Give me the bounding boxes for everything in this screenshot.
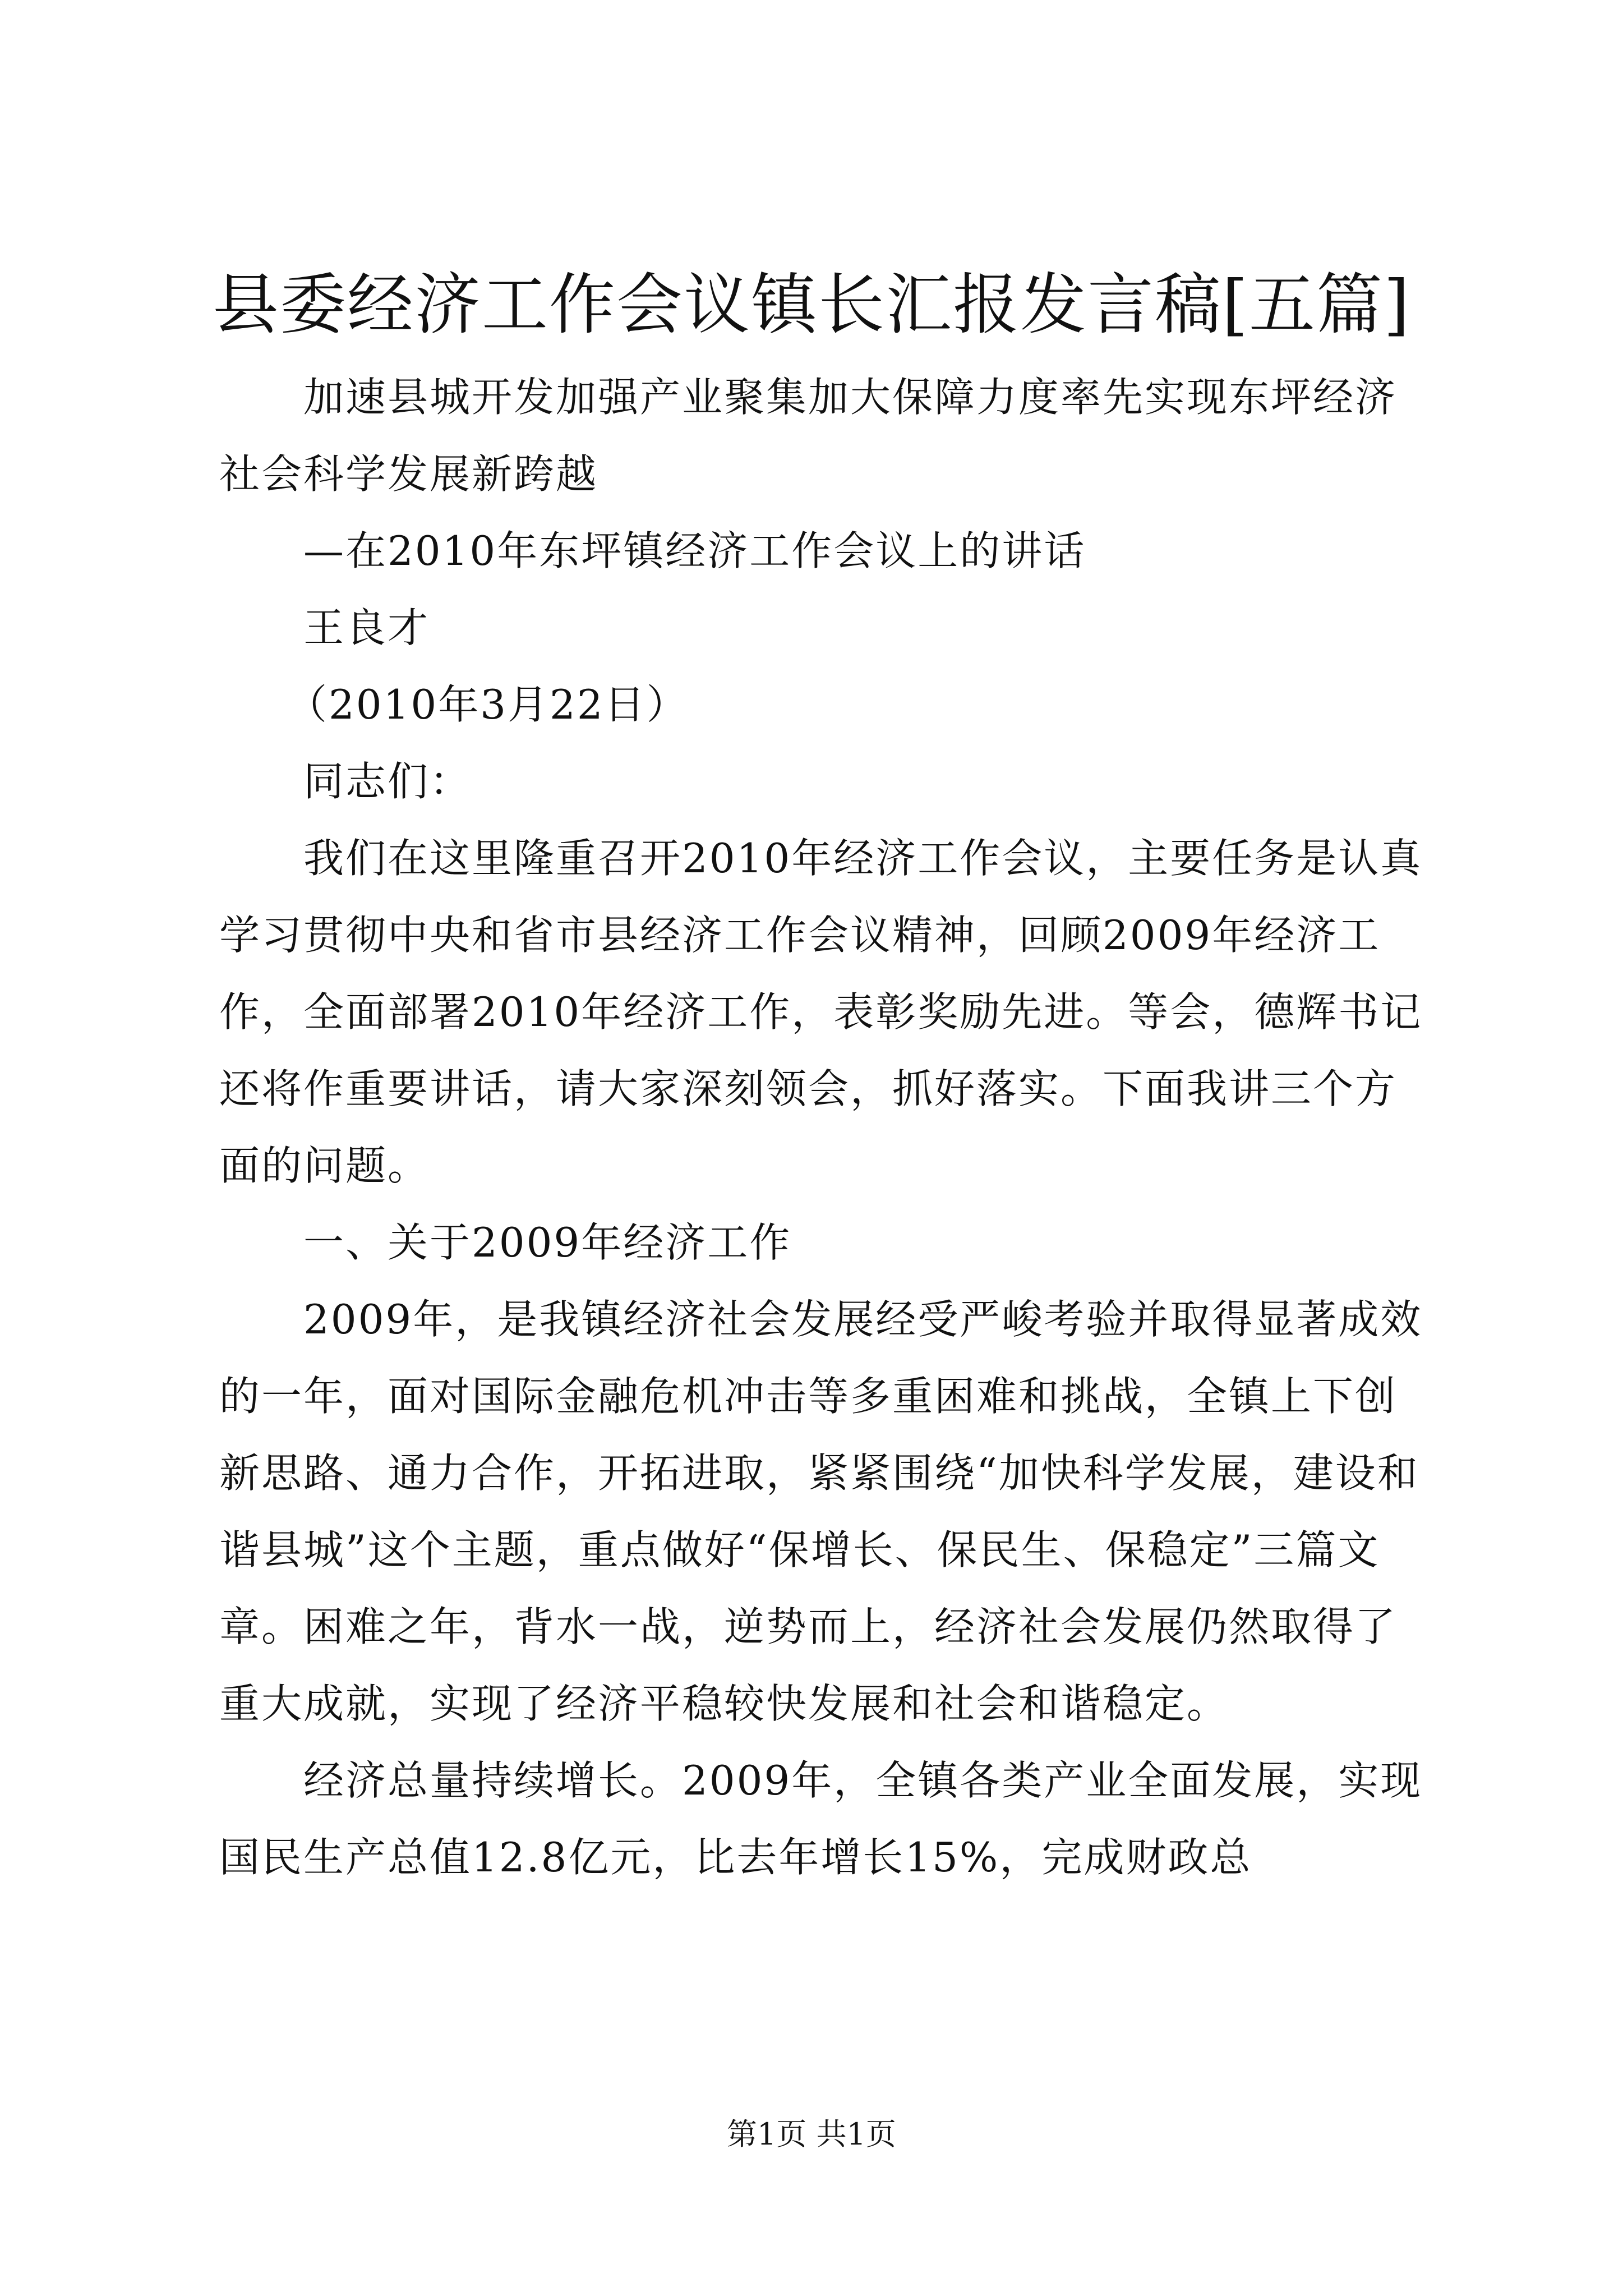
document-title: 县委经济工作会议镇长汇报发言稿[五篇] — [212, 266, 1411, 343]
salutation: 同志们： — [303, 758, 472, 805]
intro-paragraph: 我们在这里隆重召开2010年经济工作会议，主要任务是认真学习贯彻中央和省市县经济工作会议精神，回顾2009年经济工作，全面部署2010年经济工作，表彰奖励先进。等会，德辉书记还将作重要讲话，请大家深刻领会，抓好落实。下面我讲三个方面的问题。 — [219, 835, 1423, 1189]
section-heading: 一、关于2009年经济工作 — [303, 1219, 792, 1266]
page-footer: 第1页 共1页 — [727, 2116, 896, 2152]
review-paragraph: 2009年，是我镇经济社会发展经受严峻考验并取得显著成效的一年，面对国际金融危机冲击等多重困难和挑战，全镇上下创新思路、通力合作，开拓进取，紧紧围绕“加快科学发展，建设和谐县城”这个主题，重点做好“保增长、保民生、保稳定”三篇文章。困难之年，背水一战，逆势而上，经济社会发展仍然取得了重大成就，实现了经济平稳较快发展和社会和谐稳定。 — [219, 1296, 1423, 1727]
subtitle-paragraph: 加速县城开发加强产业聚集加大保障力度率先实现东坪经济社会科学发展新跨越 — [219, 374, 1398, 498]
economy-paragraph: 经济总量持续增长。2009年，全镇各类产业全面发展，实现国民生产总值12.8亿元，比去年增长15%，完成财政总 — [219, 1757, 1423, 1881]
document-body — [219, 359, 1424, 1896]
speech-date: （2010年3月22日） — [287, 681, 689, 728]
speech-occasion: —在2010年东坪镇经济工作会议上的讲话 — [303, 527, 1086, 574]
speaker-name: 王良才 — [303, 604, 430, 651]
